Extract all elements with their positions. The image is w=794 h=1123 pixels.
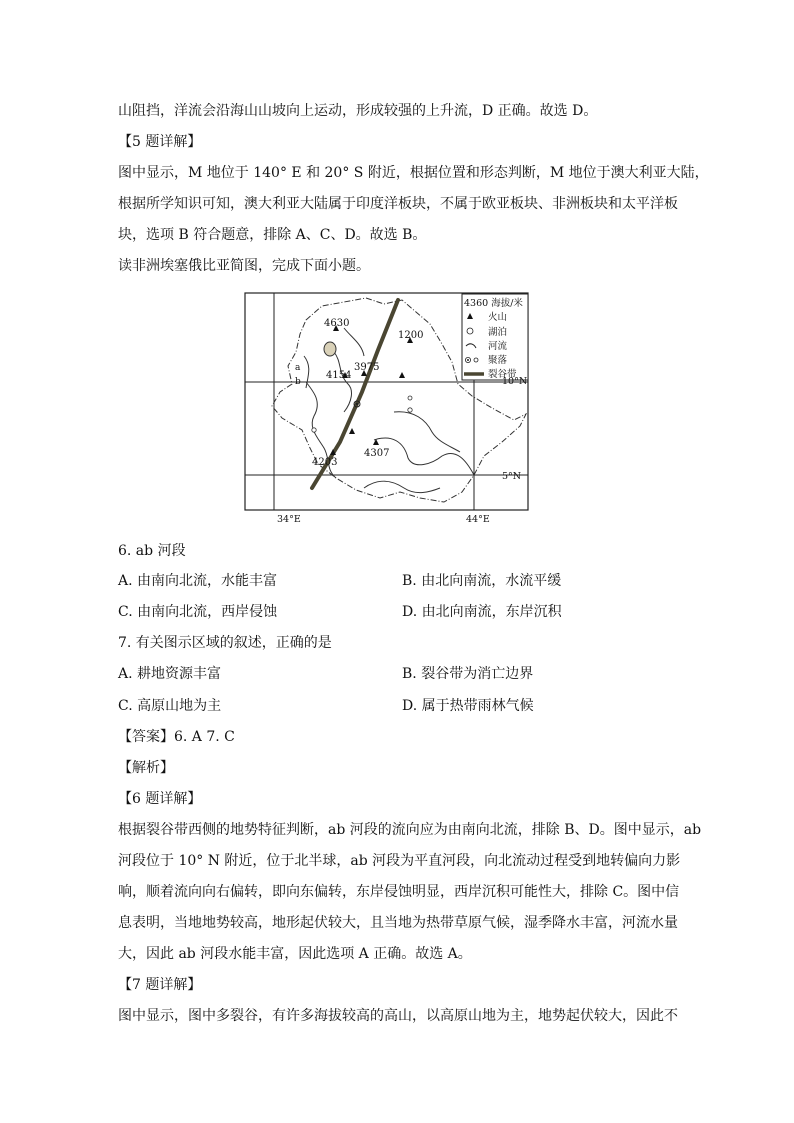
legend-item: 湖泊	[488, 327, 508, 338]
text-line: 息表明，当地地势较高，地形起伏较大，且当地为热带草原气候，湿季降水丰富，河流水量	[118, 915, 678, 931]
ethiopia-map	[244, 292, 529, 532]
elevation-label: 4154	[326, 370, 352, 381]
river	[304, 356, 309, 388]
question-6-stem: 6. ab 河段	[118, 543, 186, 559]
text-line: 根据所学知识可知，澳大利亚大陆属于印度洋板块，不属于欧亚板块、非洲板块和太平洋板	[118, 196, 678, 212]
legend-item: 河流	[488, 341, 508, 352]
q6-heading: 【6 题详解】	[118, 791, 202, 807]
question-7-option-a: A. 耕地资源丰富	[118, 666, 222, 682]
latitude-label: 10°N	[502, 376, 528, 387]
text-line: 大，因此 ab 河段水能丰富，因此选项 A 正确。故选 A。	[118, 946, 472, 962]
question-6-option-d: D. 由北向南流，东岸沉积	[402, 604, 562, 620]
question-6-option-c: C. 由南向北流，西岸侵蚀	[118, 604, 278, 620]
elevation-label: 4630	[324, 318, 350, 329]
legend-title: 4360 海拔/米	[464, 298, 523, 309]
lake	[312, 428, 316, 432]
text-line: 块，选项 B 符合题意，排除 A、C、D。故选 B。	[118, 227, 427, 243]
point-a-label: a	[295, 363, 301, 373]
text-line: 河段位于 10° N 附近，位于北半球，ab 河段为平直河段，向北流动过程受到地转偏向力影	[118, 853, 681, 869]
question-7-option-d: D. 属于热带雨林气候	[402, 698, 534, 714]
lake	[324, 342, 336, 356]
analysis-heading: 【解析】	[118, 760, 174, 776]
elevation-label: 4203	[312, 457, 338, 468]
longitude-label: 44°E	[466, 514, 490, 525]
volcano-marker	[349, 428, 355, 434]
legend-item: 裂谷带	[488, 369, 517, 380]
text-line: 根据裂谷带西侧的地势特征判断，ab 河段的流向应为由南向北流，排除 B、D。图中显示，ab	[118, 822, 702, 838]
lake	[408, 396, 412, 400]
text-line: 图中显示，M 地位于 140° E 和 20° S 附近，根据位置和形态判断，M 地位于澳大利亚大陆，	[118, 165, 709, 181]
lake	[408, 408, 412, 412]
river	[364, 481, 440, 492]
text-line: 响，顺着流向向右偏转，即向东偏转，东岸侵蚀明显，西岸沉积可能性大，排除 C。图中信	[118, 884, 680, 900]
q7-heading: 【7 题详解】	[118, 977, 202, 993]
elevation-label: 3975	[354, 362, 380, 373]
question-6-option-a: A. 由南向北流，水能丰富	[118, 573, 278, 589]
elevation-label: 1200	[398, 330, 424, 341]
question-7-option-b: B. 裂谷带为消亡边界	[402, 666, 534, 682]
answer-line: 【答案】6. A 7. C	[118, 729, 235, 745]
text-line: 读非洲埃塞俄比亚简图，完成下面小题。	[118, 258, 370, 274]
legend-item: 火山	[488, 312, 508, 323]
elevation-label: 4307	[364, 448, 390, 459]
point-b-label: b	[295, 377, 301, 387]
volcano-marker	[399, 372, 405, 378]
river	[344, 328, 364, 356]
legend-item: 聚落	[488, 355, 508, 366]
question-6-option-b: B. 由北向南流，水流平缓	[402, 573, 562, 589]
settlement	[356, 403, 358, 405]
text-line: 图中显示，图中多裂谷，有许多海拔较高的高山，以高原山地为主，地势起伏较大，因此不	[118, 1008, 678, 1024]
latitude-label: 5°N	[502, 471, 522, 482]
section-heading: 【5 题详解】	[118, 134, 202, 150]
question-7-stem: 7. 有关图示区域的叙述，正确的是	[118, 635, 332, 651]
text-line: 山阻挡，洋流会沿海山山坡向上运动，形成较强的上升流，D 正确。故选 D。	[118, 103, 598, 119]
settlement-icon	[467, 359, 469, 361]
question-7-option-c: C. 高原山地为主	[118, 698, 222, 714]
longitude-label: 34°E	[277, 514, 301, 525]
river	[394, 412, 460, 452]
volcano-marker	[373, 439, 379, 445]
